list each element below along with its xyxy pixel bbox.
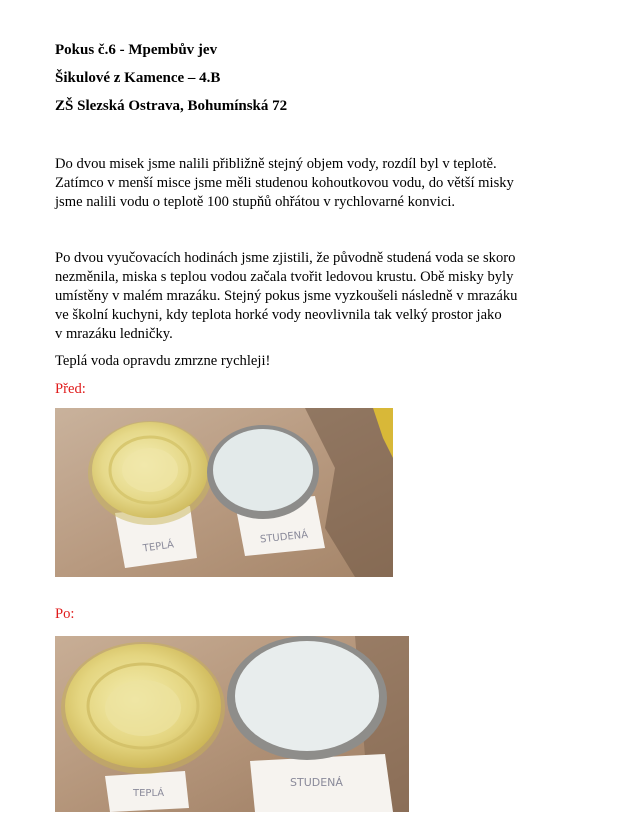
card-left-text: TEPLÁ: [133, 788, 165, 799]
team-name: Šikulové z Kamence – 4.B: [55, 70, 221, 86]
school-name: ZŠ Slezská Ostrava, Bohumínská 72: [55, 98, 288, 114]
conclusion-text: Teplá voda opravdu zmrzne rychleji!: [55, 353, 271, 369]
photo-after: [55, 636, 409, 812]
paragraph-line: ve školní kuchyni, kdy teplota horké vody neovlivnila tak velký prostor jako: [55, 307, 502, 323]
page-title: Pokus č.6 - Mpembův jev: [55, 42, 218, 58]
after-label: Po:: [55, 606, 75, 622]
card-left-text: TEPLÁ: [142, 539, 175, 555]
paragraph-line: umístěny v malém mrazáku. Stejný pokus jsme vyzkoušeli následně v mrazáku: [55, 288, 518, 304]
card-right-text: STUDENÁ: [290, 776, 343, 789]
before-label: Před:: [55, 381, 86, 397]
card-right-text: STUDENÁ: [259, 529, 309, 546]
paragraph-line: jsme nalili vodu o teplotě 100 stupňů ohřátou v rychlovarné konvici.: [55, 194, 456, 210]
paragraph-1: [55, 155, 575, 212]
paragraph-line: nezměnila, miska s teplou vodou začala tvořit ledovou krustu. Obě misky byly: [55, 269, 514, 285]
paragraph-line: v mrazáku ledničky.: [55, 326, 173, 342]
photo-before: [55, 408, 393, 577]
paragraph-2: [55, 249, 575, 344]
paragraph-line: Po dvou vyučovacích hodinách jsme zjistili, že původně studená voda se skoro: [55, 250, 516, 266]
paragraph-line: Zatímco v menší misce jsme měli studenou kohoutkovou vodu, do větší misky: [55, 175, 514, 191]
paragraph-line: Do dvou misek jsme nalili přibližně stejný objem vody, rozdíl byl v teplotě.: [55, 156, 497, 172]
